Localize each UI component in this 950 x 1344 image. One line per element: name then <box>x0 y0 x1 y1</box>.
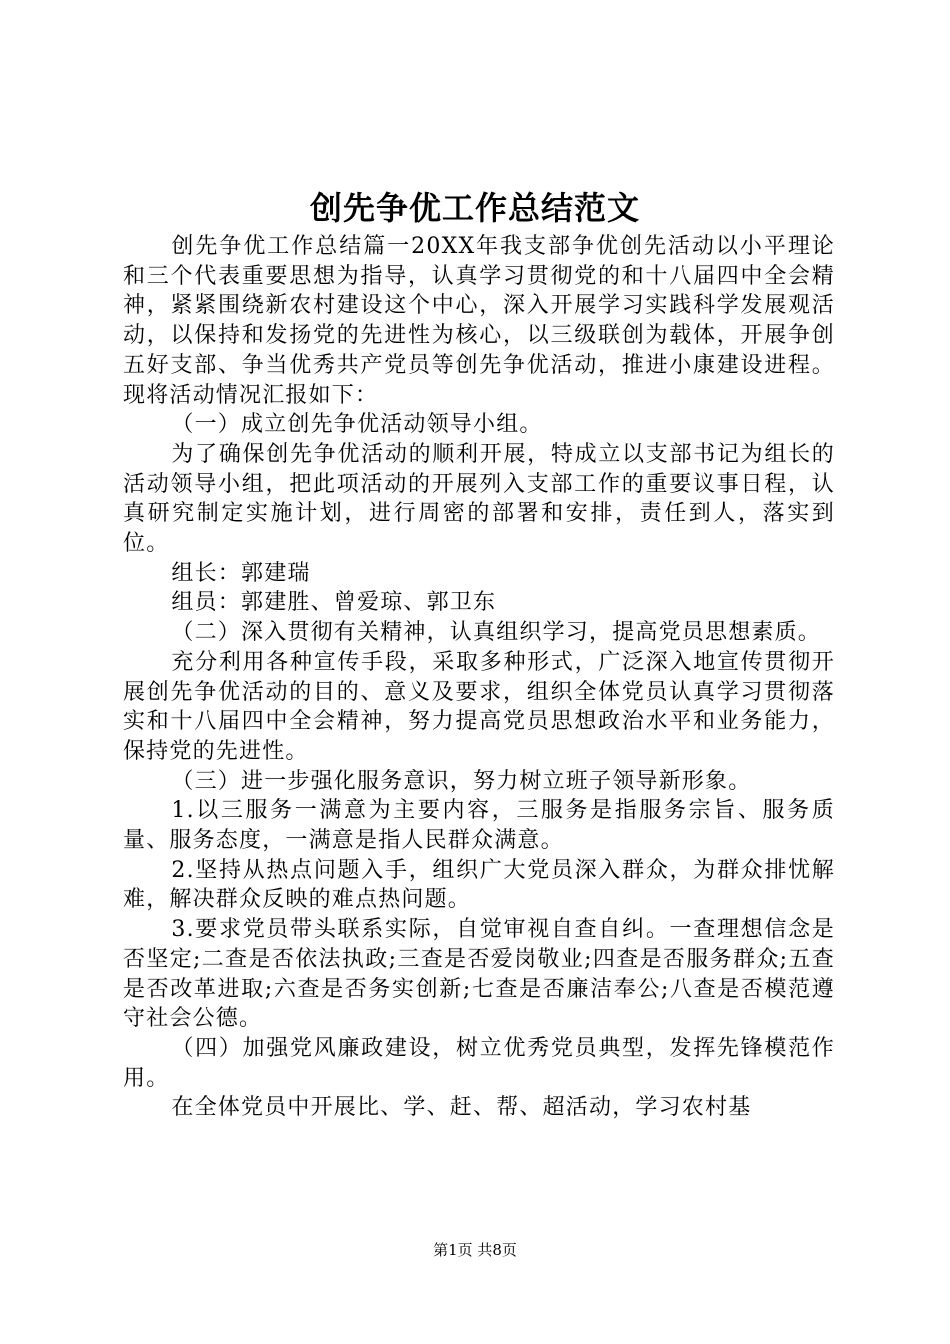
paragraph-intro: 创先争优工作总结篇一20XX年我支部争优创先活动以小平理论和三个代表重要思想为指导，认真学习贯彻党的和十八届四中全会精神，紧紧围绕新农村建设这个中心，深入开展学习实践科学发展观活动，以保持和发扬党的先进性为核心，以三级联创为载体，开展争创五好支部、争当优秀共产党员等创先争优活动，推进小康建设进程。现将活动情况汇报如下： <box>123 234 835 408</box>
paragraph-item-1: 1.以三服务一满意为主要内容，三服务是指服务宗旨、服务质量、服务态度，一满意是指人民群众满意。 <box>123 798 835 854</box>
paragraph-section-3-heading: （三）进一步强化服务意识，努力树立班子领导新形象。 <box>171 768 752 794</box>
paragraph-section-1-heading: （一）成立创先争优活动领导小组。 <box>171 412 543 438</box>
document-body <box>123 232 835 1123</box>
paragraph-section-2-body: 充分利用各种宣传手段，采取多种形式，广泛深入地宣传贯彻开展创先争优活动的目的、意义及要求，组织全体党员认真学习贯彻落实和十八届四中全会精神，努力提高党员思想政治水平和业务能力，保持党的先进性。 <box>123 649 835 764</box>
paragraph-group-leader: 组长：郭建瑞 <box>171 560 311 586</box>
paragraph-item-3: 3.要求党员带头联系实际，自觉审视自查自纠。一查理想信念是否坚定;二查是否依法执政;三查是否爱岗敬业;四查是否服务群众;五查是否改革进取;六查是否务实创新;七查是否廉洁奉公;八查是否模范遵守社会公德。 <box>123 917 835 1032</box>
paragraph-section-1-body: 为了确保创先争优活动的顺利开展，特成立以支部书记为组长的活动领导小组，把此项活动的开展列入支部工作的重要议事日程，认真研究制定实施计划，进行周密的部署和安排，责任到人，落实到位。 <box>123 441 835 557</box>
document-title: 创先争优工作总结范文 <box>309 189 640 227</box>
paragraph-item-2: 2.坚持从热点问题入手，组织广大党员深入群众，为群众排忧解难，解决群众反映的难点热问题。 <box>123 857 835 913</box>
paragraph-section-2-heading: （二）深入贯彻有关精神，认真组织学习，提高党员思想素质。 <box>171 620 821 646</box>
page-number-footer: 第1页 共8页 <box>433 1241 517 1259</box>
paragraph-group-members: 组员：郭建胜、曾爱琼、郭卫东 <box>171 590 497 616</box>
paragraph-section-4-body: 在全体党员中开展比、学、赶、帮、超活动，学习农村基 <box>171 1095 752 1121</box>
paragraph-section-4-heading: （四）加强党风廉政建设，树立优秀党员典型，发挥先锋模范作用。 <box>123 1035 835 1091</box>
